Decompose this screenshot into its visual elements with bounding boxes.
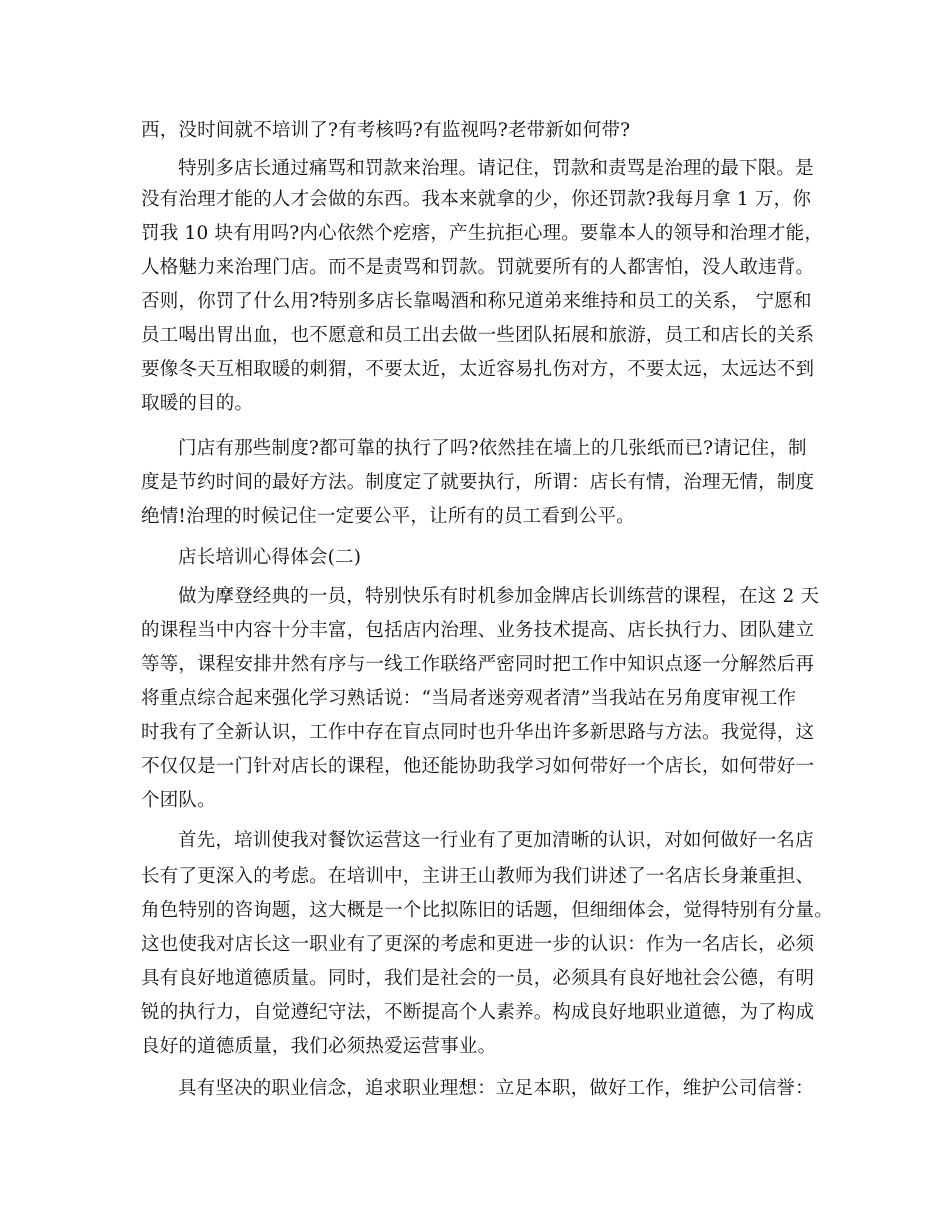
text-line: 将重点综合起来强化学习熟话说：“当局者迷旁观者清”当我站在另角度审视工作 <box>141 688 797 709</box>
text-line: 没有治理才能的人才会做的东西。我本来就拿的少，你还罚款?我每月拿 1 万，你 <box>141 189 812 210</box>
text-line: 度是节约时间的最好方法。制度定了就要执行，所谓：店长有情，治理无情，制度 <box>141 472 815 493</box>
text-line: 的课程当中内容十分丰富，包括店内治理、业务技术提高、店长执行力、团队建立 <box>141 620 815 641</box>
text-line: 个团队。 <box>141 790 216 811</box>
section-heading: 店长培训心得体会(二) <box>178 547 362 568</box>
text-line: 首先，培训使我对餐饮运营这一行业有了更加清晰的认识，对如何做好一名店 <box>178 830 814 851</box>
text-line: 人格魅力来治理门店。而不是责骂和罚款。罚就要所有的人都害怕，没人敢违背。 <box>141 257 815 278</box>
text-line: 不仅仅是一门针对店长的课程，他还能协助我学习如何带好一个店长，如何带好一 <box>141 756 815 777</box>
text-line: 等等，课程安排井然有序与一线工作联络严密同时把工作中知识点逐一分解然后再 <box>141 654 815 675</box>
text-line: 门店有那些制度?都可靠的执行了吗?依然挂在墙上的几张纸而已?请记住，制 <box>178 438 807 459</box>
text-line: 锐的执行力，自觉遵纪守法，不断提高个人素养。构成良好地职业道德，为了构成 <box>141 1002 815 1023</box>
text-line: 绝情!治理的时候记住一定要公平，让所有的员工看到公平。 <box>141 506 635 527</box>
text-line: 罚我 10 块有用吗?内心依然个疙瘩，产生抗拒心理。要靠本人的领导和治理才能， <box>141 223 824 244</box>
text-line: 具有良好地道德质量。同时，我们是社会的一员，必须具有良好地社会公德，有明 <box>141 968 815 989</box>
text-line: 西，没时间就不培训了?有考核吗?有监视吗?老带新如何带? <box>141 120 631 141</box>
text-line: 这也使我对店长这一职业有了更深的考虑和更进一步的认识：作为一名店长，必须 <box>141 934 815 955</box>
text-line: 特别多店长通过痛骂和罚款来治理。请记住，罚款和责骂是治理的最下限。是 <box>178 158 814 179</box>
text-line: 取暖的目的。 <box>141 393 254 414</box>
text-line: 良好的道德质量，我们必须热爱运营事业。 <box>141 1036 497 1057</box>
text-line: 角色特别的咨询题，这大概是一个比拟陈旧的话题，但细细体会，觉得特别有分量。 <box>141 900 833 921</box>
text-line: 长有了更深入的考虑。在培训中，主讲王山教师为我们讲述了一名店长身兼重担、 <box>141 866 815 887</box>
text-line: 时我有了全新认识，工作中存在盲点同时也升华出许多新思路与方法。我觉得，这 <box>141 722 815 743</box>
text-line: 员工喝出胃出血，也不愿意和员工出去做一些团队拓展和旅游，员工和店长的关系 <box>141 325 815 346</box>
text-line: 具有坚决的职业信念，追求职业理想：立足本职，做好工作，维护公司信誉： <box>178 1078 814 1099</box>
text-line: 要像冬天互相取暖的刺猬，不要太近，太近容易扎伤对方，不要太远，太远达不到 <box>141 359 815 380</box>
text-line: 做为摩登经典的一员，特别快乐有时机参加金牌店长训练营的课程，在这 2 天 <box>178 586 820 607</box>
text-line: 否则，你罚了什么用?特别多店长靠喝酒和称兄道弟来维持和员工的关系， 宁愿和 <box>141 291 812 312</box>
